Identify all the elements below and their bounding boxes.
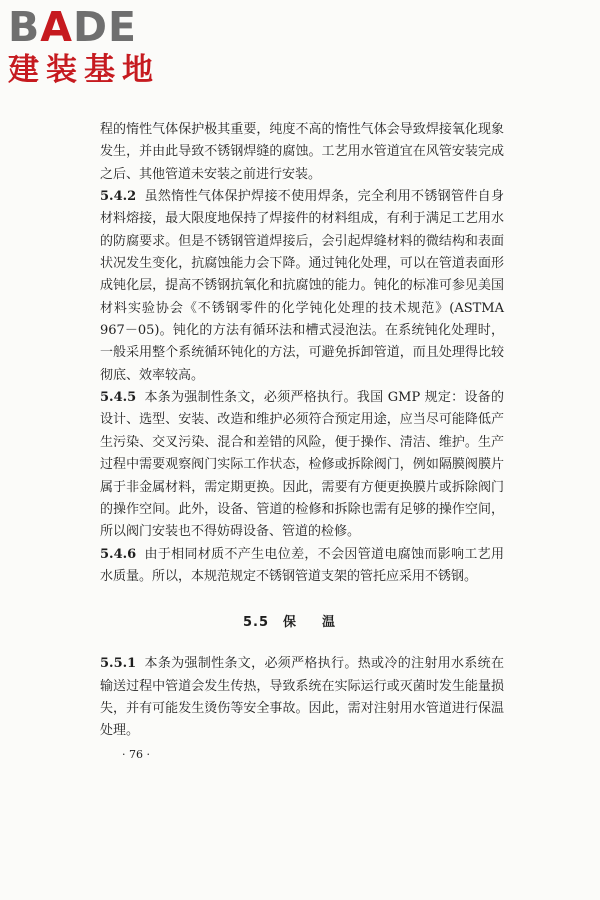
- clause-text: 由于相同材质不产生电位差，不会因管道电腐蚀而影响工艺用水质量。所以，本规范规定不锈钢管道支架的管托应采用不锈钢。: [100, 546, 504, 584]
- clause-text: 本条为强制性条文，必须严格执行。热或冷的注射用水系统在输送过程中管道会发生传热，导致系统在实际运行或灭菌时发生能量损失，并有可能发生烫伤等安全事故。因此，需对注射用水管道进行保温处理。: [100, 656, 504, 739]
- paragraph-continuation: 程的惰性气体保护极其重要，纯度不高的惰性气体会导致焊接氧化现象发生，并由此导致不锈钢焊缝的腐蚀。工艺用水管道宜在风管安装完成之后、其他管道未安装之前进行安装。: [100, 122, 504, 182]
- clause-5-5-1: [100, 653, 504, 742]
- clause-number: 5.4.5: [100, 390, 137, 406]
- clause-number: 5.4.2: [100, 189, 137, 205]
- page-number: · 76 ·: [122, 747, 150, 761]
- section-title: 保温: [283, 615, 362, 631]
- clause-number: 5.5.1: [100, 656, 137, 672]
- logo-wordmark: BADE: [8, 3, 138, 51]
- clause-text: 本条为强制性条文，必须严格执行。我国 GMP 规定：设备的设计、选型、安装、改造和维护必须符合预定用途，应当尽可能降低产生污染、交叉污染、混合和差错的风险，便于操作、清洁、维护。生产过程中需要观察阀门实际工作状态，检修或拆除阀门，例如隔膜阀膜片属于非金属材料，需定期更换。因此，需要有方便更换膜片或拆除阀门的操作空间。此外，设备、管道的检修和拆除也需有足够的操作空间，所以阀门安装也不得妨碍设备、管道的检修。: [100, 390, 504, 540]
- document-body: [100, 119, 504, 761]
- clause-5-4-6: [100, 544, 504, 589]
- clause-5-4-5: [100, 387, 504, 543]
- logo-subtitle: 建装基地: [8, 52, 160, 88]
- section-heading: [100, 611, 504, 630]
- clause-text: 虽然惰性气体保护焊接不使用焊条，完全利用不锈钢管件自身材料熔接，最大限度地保持了焊接件的材料组成，有利于满足工艺用水的防腐要求。但是不锈钢管道焊接后，会引起焊缝材料的微结构和表面状况发生变化，抗腐蚀能力会下降。通过钝化处理，可以在管道表面形成钝化层，提高不锈钢抗氧化和抗腐蚀的能力。钝化的标准可参见美国材料实验协会《不锈钢零件的化学钝化处理的技术规范》(ASTMA 967－05)。钝化的方法有循环法和槽式浸泡法。在系统钝化处理时，一般采用整个系统循环钝化的方法，可避免拆卸管道，而且处理得比较彻底、效率较高。: [100, 189, 504, 383]
- clause-number: 5.4.6: [100, 546, 137, 562]
- clause-5-4-2: [100, 186, 504, 387]
- brand-logo: [8, 4, 178, 96]
- section-number: 5.5: [242, 615, 269, 631]
